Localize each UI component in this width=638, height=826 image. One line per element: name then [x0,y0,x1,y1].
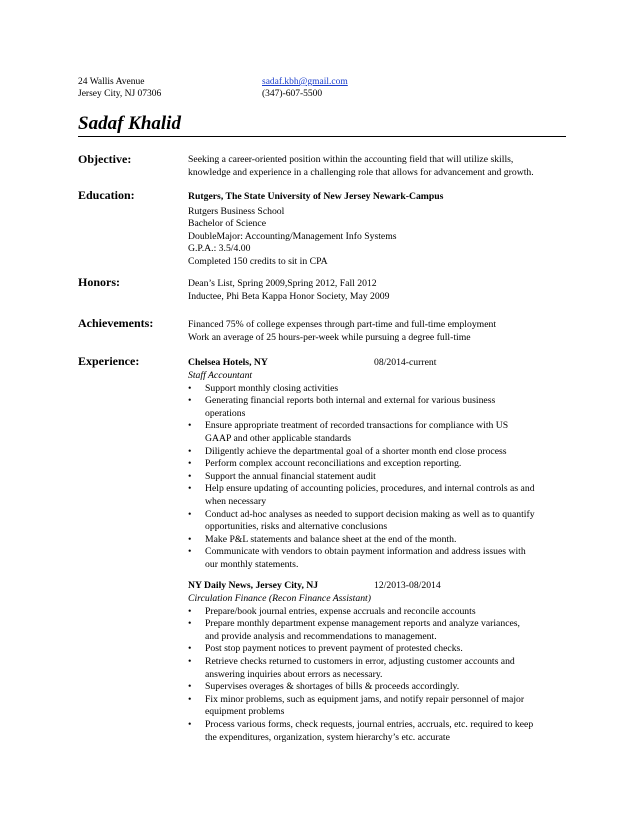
education-heading: Education: [78,188,135,202]
achievements-block [188,319,568,344]
job-employer: Chelsea Hotels, NY [188,357,268,368]
contact-phone: (347)-607-5500 [262,89,323,99]
objective-text [188,154,568,179]
list-item: • Perform complex account reconciliations and exception reporting. [188,458,462,470]
bullet-icon: • [188,395,192,407]
job-dates: 12/2013-08/2014 [374,580,441,591]
bullet-icon: • [188,605,192,617]
experience-heading: Experience: [78,354,140,368]
list-item: • Make P&L statements and balance sheet at the end of the month. [188,533,457,545]
bullet-icon: • [188,420,192,432]
list-item: • Communicate with vendors to obtain payment information and address issues with our monthly statements. [188,546,526,570]
job-title: Circulation Finance (Recon Finance Assistant) [188,593,371,604]
list-item: • Diligently achieve the departmental goal of a shorter month end close process [188,445,507,457]
achievements-line: Financed 75% of college expenses through part-time and full-time employment [188,319,497,330]
education-line: DoubleMajor: Accounting/Management Info Systems [188,230,397,242]
bullet-icon: • [188,445,192,457]
objective-line: Seeking a career-oriented position within the accounting field that will utilize skills, [188,154,514,165]
job-duties-list [188,383,566,572]
list-item: • Support monthly closing activities [188,382,339,394]
honors-heading: Honors: [78,275,120,289]
list-item: • Process various forms, check requests, journal entries, accruals, etc. required to keep the expenditures, organization, system hierarchy’s etc. accurate [188,718,534,743]
job-dates: 08/2014-current [374,357,437,368]
job-title: Staff Accountant [188,370,253,381]
email-link[interactable]: sadaf.kbh@gmail.com [262,77,348,87]
objective-heading: Objective: [78,152,132,166]
objective-line: knowledge and experience in a challenging role that allows for advancement and growth. [188,166,534,178]
list-item: • Generating financial reports both internal and external for various business operations [188,395,496,419]
list-item: • Help ensure updating of accounting policies, procedures, and internal controls as and when necessary [188,483,535,507]
honors-line: Dean’s List, Spring 2009,Spring 2012, Fall 2012 [188,278,377,289]
job-employer: NY Daily News, Jersey City, NJ [188,580,319,591]
contact-details [262,76,348,100]
achievements-line: Work an average of 25 hours-per-week while pursuing a degree full-time [188,331,471,343]
list-item: • Ensure appropriate treatment of recorded transactions for compliance with US GAAP and other applicable standards [188,420,509,444]
bullet-icon: • [188,693,192,705]
education-line: G.P.A.: 3.5/4.00 [188,243,251,255]
bullet-icon: • [188,643,192,655]
list-item: • Supervises overages & shortages of bills & proceeds accordingly. [188,681,460,693]
list-item: • Retrieve checks returned to customers in error, adjusting customer accounts and answering inquiries about errors as necessary. [188,655,515,680]
list-item: • Prepare monthly department expense management reports and analyze variances, and provide analysis and recommendations to management. [188,618,520,642]
job-duties-list [188,606,566,745]
contact-address [78,76,161,100]
education-line: Rutgers Business School [188,205,285,217]
bullet-icon: • [188,618,192,630]
achievements-heading: Achievements: [78,316,154,330]
education-line: Completed 150 credits to sit in CPA [188,255,328,267]
list-item: • Support the annual financial statement audit [188,470,376,482]
bullet-icon: • [188,718,192,730]
contact-street: 24 Wallis Avenue [78,77,145,87]
job-entry [188,580,566,744]
education-block [188,191,568,269]
education-line: Bachelor of Science [188,218,267,230]
contact-city: Jersey City, NJ 07306 [78,89,162,99]
honors-block [188,278,568,303]
bullet-icon: • [188,508,192,520]
job-entry [188,357,566,572]
bullet-icon: • [188,546,192,558]
header-divider [78,136,566,137]
bullet-icon: • [188,655,192,667]
list-item: • Prepare/book journal entries, expense accruals and reconcile accounts [188,605,476,617]
bullet-icon: • [188,681,192,693]
education-school: Rutgers, The State University of New Jersey Newark-Campus [188,191,444,202]
bullet-icon: • [188,483,192,495]
bullet-icon: • [188,382,192,394]
bullet-icon: • [188,533,192,545]
bullet-icon: • [188,458,192,470]
bullet-icon: • [188,470,192,482]
list-item: • Fix minor problems, such as equipment jams, and notify repair personnel of major equipment problems [188,693,525,718]
honors-line: Inductee, Phi Beta Kappa Honor Society, May 2009 [188,290,390,302]
candidate-name: Sadaf Khalid [78,113,181,134]
list-item: • Conduct ad-hoc analyses as needed to support decision making as well as to quantify opportunities, risks and alternative conclusions [188,508,535,533]
list-item: • Post stop payment notices to prevent payment of protested checks. [188,643,463,655]
